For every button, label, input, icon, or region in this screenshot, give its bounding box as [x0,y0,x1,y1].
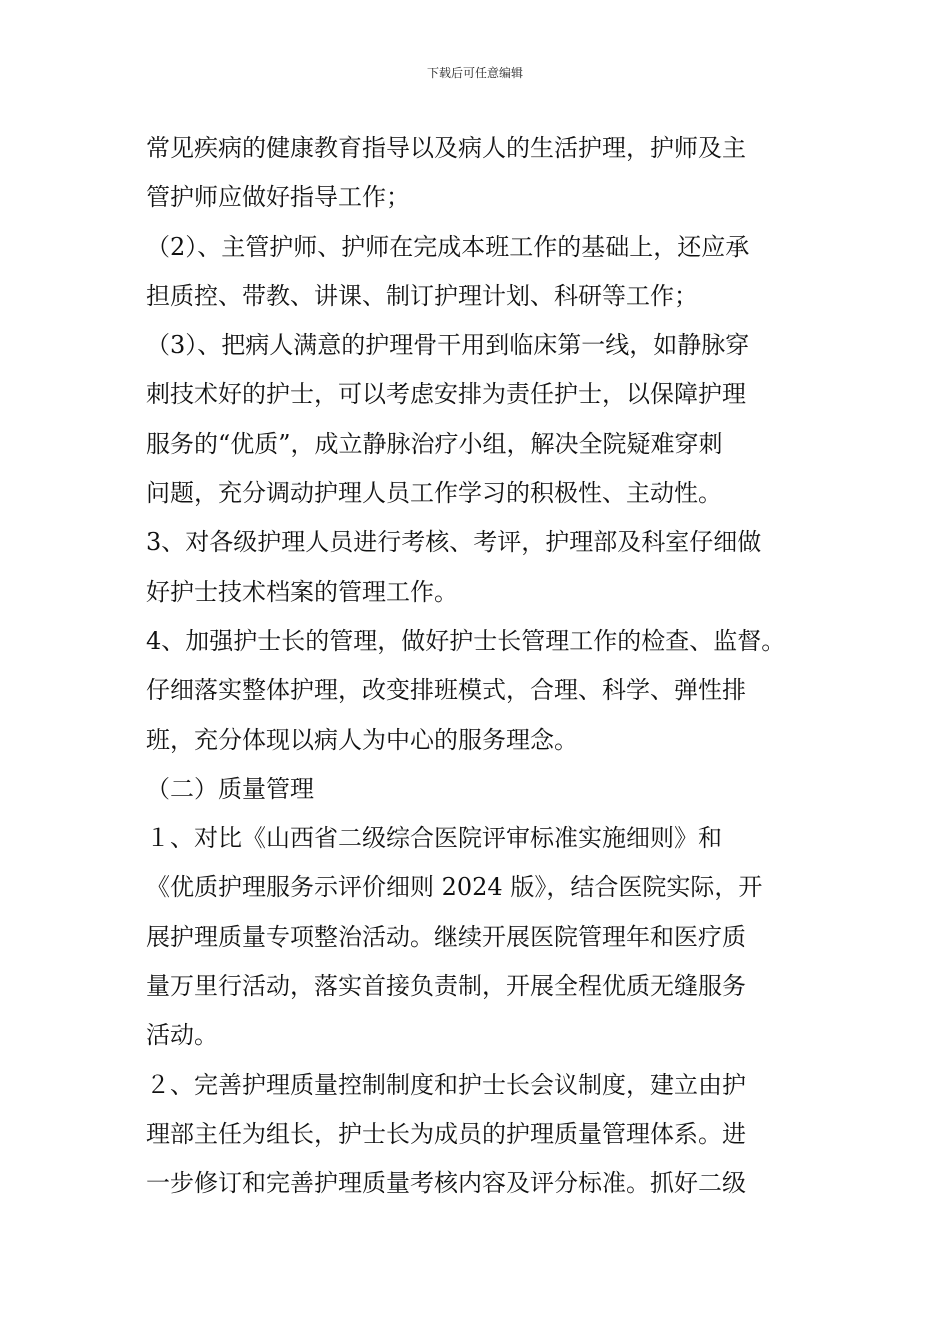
text-line: 3、对各级护理人员进行考核、考评，护理部及科室仔细做 [146,528,762,557]
text-line: 理部主任为组长，护士长为成员的护理质量管理体系。进 [146,1119,746,1148]
text-line: 《优质护理服务示评价细则 2024 版》，结合医院实际，开 [146,873,763,902]
text-line: 好护士技术档案的管理工作。 [146,577,458,606]
text-line: （3）、把病人满意的护理骨干用到临床第一线，如静脉穿 [146,331,750,360]
text-line: ２、完善护理质量控制制度和护士长会议制度，建立由护 [146,1070,746,1099]
document-body [146,124,814,1209]
text-line: 展护理质量专项整治活动。继续开展医院管理年和医疗质 [146,922,746,951]
text-line: 活动。 [146,1021,218,1050]
text-line: 问题，充分调动护理人员工作学习的积极性、主动性。 [146,479,722,508]
text-line: １、对比《山西省二级综合医院评审标准实施细则》和 [146,824,722,853]
text-line: 担质控、带教、讲课、制订护理计划、科研等工作； [146,281,698,310]
text-line: 服务的“优质”，成立静脉治疗小组，解决全院疑难穿刺 [146,429,723,458]
text-line: 一步修订和完善护理质量考核内容及评分标准。抓好二级 [146,1169,746,1198]
text-line: 仔细落实整体护理，改变排班模式，合理、科学、弹性排 [146,676,746,705]
text-line: （2）、主管护师、护师在完成本班工作的基础上，还应承 [146,232,750,261]
page-header: 下载后可任意编辑 [426,66,523,80]
text-line: 4、加强护士长的管理，做好护士长管理工作的检查、监督。 [146,626,786,655]
text-line: 管护师应做好指导工作； [146,183,410,212]
text-line: 刺技术好的护士，可以考虑安排为责任护士，以保障护理 [146,380,746,409]
section-heading: （二）质量管理 [146,774,314,803]
text-line: 常见疾病的健康教育指导以及病人的生活护理，护师及主 [146,134,746,162]
text-line: 班，充分体现以病人为中心的服务理念。 [146,725,578,754]
text-line: 量万里行活动，落实首接负责制，开展全程优质无缝服务 [146,972,746,1001]
